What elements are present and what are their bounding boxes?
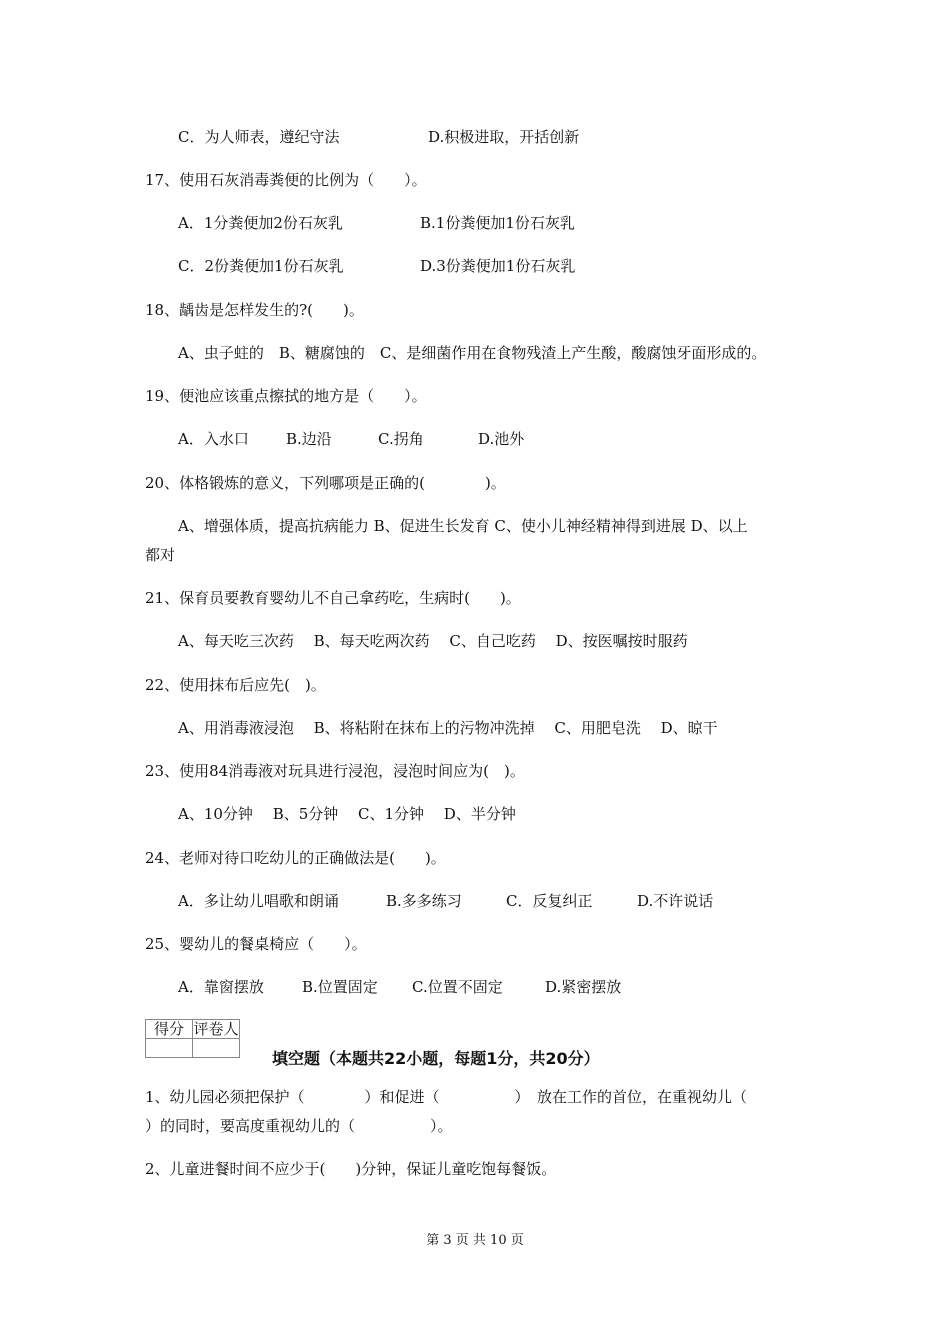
text-line: C.拐角 xyxy=(378,430,424,448)
text-line: B.1份粪便加1份石灰乳 xyxy=(420,214,575,232)
text-line: 25、婴幼儿的餐桌椅应（ ）。 xyxy=(145,935,367,953)
text-line: C.位置不固定 xyxy=(412,978,503,996)
text-line: A．多让幼儿唱歌和朗诵 xyxy=(178,892,339,910)
text-line: A．1分粪便加2份石灰乳 xyxy=(178,214,343,232)
text-line: A．入水口 xyxy=(178,430,249,448)
text-line: B.多多练习 xyxy=(386,892,462,910)
text-line: 20、体格锻炼的意义，下列哪项是正确的( )。 xyxy=(145,474,506,492)
section-title: 填空题（本题共22小题，每题1分，共20分） xyxy=(272,1049,600,1068)
score-cell xyxy=(146,1039,193,1058)
score-table xyxy=(145,1019,240,1058)
text-line: 1、幼儿园必须把保护（ ）和促进（ ） 放在工作的首位，在重视幼儿（ xyxy=(145,1088,748,1106)
text-line: 24、老师对待口吃幼儿的正确做法是( )。 xyxy=(145,849,446,867)
text-line: 19、便池应该重点擦拭的地方是（ ）。 xyxy=(145,387,427,405)
text-line: D.不许说话 xyxy=(637,892,714,910)
text-line: 22、使用抹布后应先( )。 xyxy=(145,676,326,694)
text-line: D.紧密摆放 xyxy=(545,978,622,996)
text-line: A、每天吃三次药 B、每天吃两次药 C、自己吃药 D、按医嘱按时服药 xyxy=(178,632,688,650)
text-line: 都对 xyxy=(145,546,176,564)
text-line: C．2份粪便加1份石灰乳 xyxy=(178,257,344,275)
text-line: 18、龋齿是怎样发生的?( )。 xyxy=(145,301,364,319)
text-line: D.3份粪便加1份石灰乳 xyxy=(420,257,576,275)
page-footer: 第 3 页 共 10 页 xyxy=(426,1233,524,1248)
text-line: B.位置固定 xyxy=(302,978,378,996)
text-line: A、增强体质，提高抗病能力 B、促进生长发育 C、使小儿神经精神得到进展 D、以上 xyxy=(178,517,748,535)
text-line: ）的同时，要高度重视幼儿的（ ）。 xyxy=(145,1117,453,1135)
text-line: D.池外 xyxy=(478,430,525,448)
text-line: D.积极进取，开括创新 xyxy=(428,128,580,146)
grader-header: 评卷人 xyxy=(193,1020,239,1038)
text-line: 23、使用84消毒液对玩具进行浸泡，浸泡时间应为( )。 xyxy=(145,762,525,780)
text-line: 2、儿童进餐时间不应少于( )分钟，保证儿童吃饱每餐饭。 xyxy=(145,1160,557,1178)
text-line: A、用消毒液浸泡 B、将粘附在抹布上的污物冲洗掉 C、用肥皂洗 D、晾干 xyxy=(178,719,718,737)
text-line: 21、保育员要教育婴幼儿不自己拿药吃，生病时( )。 xyxy=(145,589,521,607)
text-line: B.边沿 xyxy=(286,430,332,448)
text-line: A．靠窗摆放 xyxy=(178,978,264,996)
text-line: 17、使用石灰消毒粪便的比例为（ ）。 xyxy=(145,171,427,189)
score-header: 得分 xyxy=(146,1020,193,1039)
text-line: A、虫子蛀的 B、糖腐蚀的 C、是细菌作用在食物残渣上产生酸，酸腐蚀牙面形成的。 xyxy=(178,344,767,362)
text-line: C．反复纠正 xyxy=(506,892,593,910)
text-line: A、10分钟 B、5分钟 C、1分钟 D、半分钟 xyxy=(178,805,516,823)
grader-cell xyxy=(193,1039,240,1058)
text-line: C．为人师表，遵纪守法 xyxy=(178,128,340,146)
